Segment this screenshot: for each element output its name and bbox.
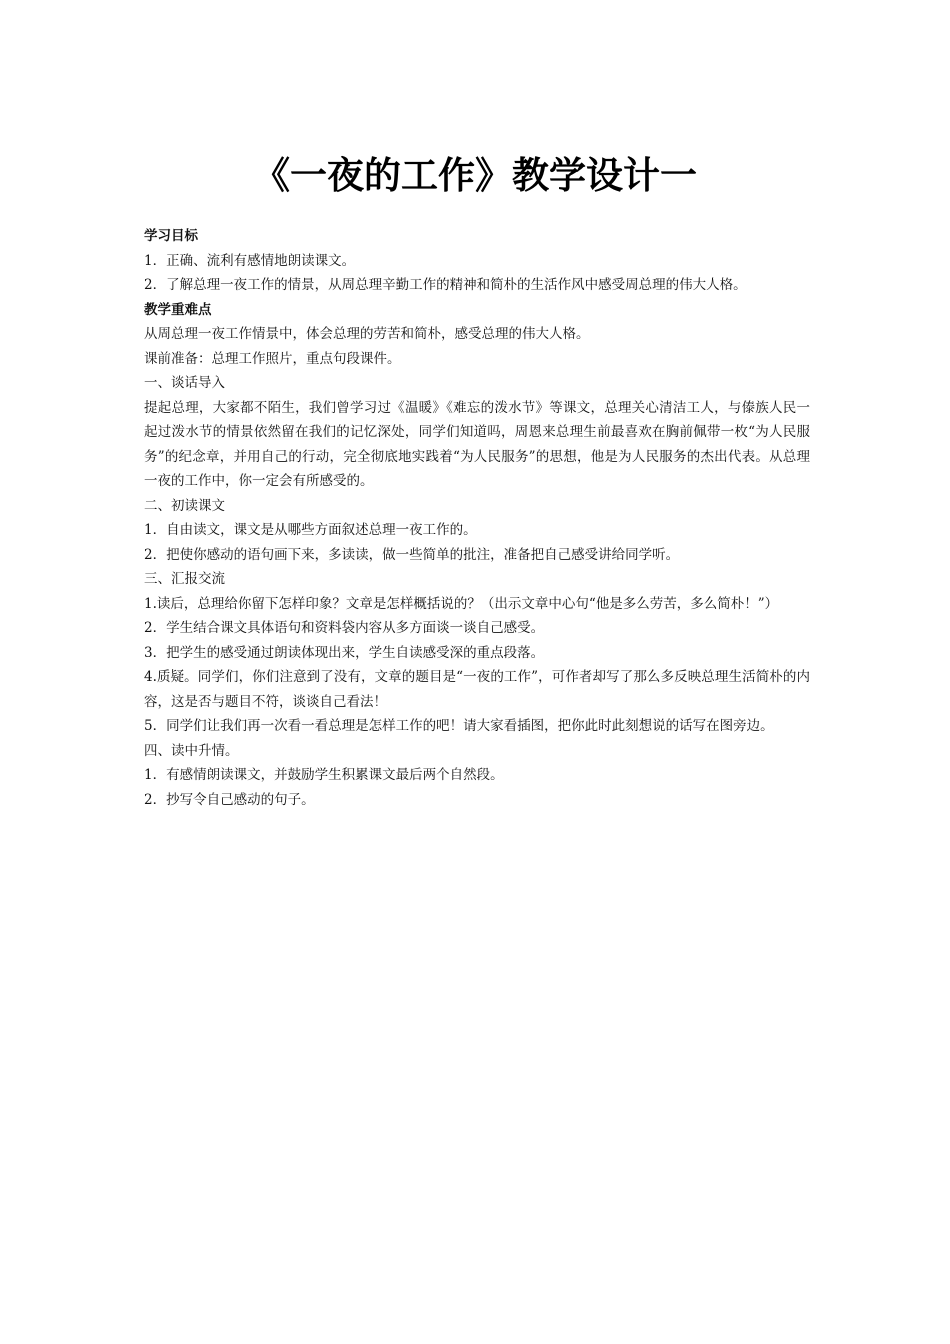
learning-goal-1: 1．正确、流利有感情地朗读课文。 <box>144 252 356 269</box>
report-step-1: 1.读后，总理给你留下怎样印象？文章是怎样概括说的？（出示文章中心句“他是多么劳苦，多么简朴！”） <box>144 595 779 612</box>
section-heading-introduction: 一、谈话导入 <box>144 375 225 391</box>
preparation-text: 课前准备：总理工作照片，重点句段课件。 <box>144 350 401 367</box>
report-step-3: 3．把学生的感受通过朗读体现出来，学生自读感受深的重点段落。 <box>144 644 545 661</box>
document-title: 《一夜的工作》教学设计一 <box>253 154 697 197</box>
report-step-4: 4.质疑。同学们，你们注意到了没有，文章的题目是“一夜的工作”，可作者却写了那么多反映总理生活简朴的内容，这是否与题目不符，谈谈自己看法！ <box>144 669 810 710</box>
section-heading-learning-goals: 学习目标 <box>144 228 198 244</box>
reading-emotion-step-1: 1．有感情朗读课文，并鼓励学生积累课文最后两个自然段。 <box>144 767 504 783</box>
learning-goal-2: 2．了解总理一夜工作的情景，从周总理辛勤工作的精神和简朴的生活作风中感受周总理的伟大人格。 <box>144 277 747 293</box>
section-heading-first-reading: 二、初读课文 <box>144 497 225 514</box>
section-heading-reading-emotion: 四、读中升情。 <box>144 742 239 759</box>
report-step-2: 2．学生结合课文具体语句和资料袋内容从多方面谈一谈自己感受。 <box>144 620 545 636</box>
document-body <box>144 224 810 812</box>
key-points-text: 从周总理一夜工作情景中，体会总理的劳苦和简朴，感受总理的伟大人格。 <box>144 326 590 342</box>
report-step-5: 5．同学们让我们再一次看一看总理是怎样工作的吧！请大家看插图，把你此时此刻想说的话写在图旁边。 <box>144 718 774 734</box>
first-reading-step-1: 1．自由读文，课文是从哪些方面叙述总理一夜工作的。 <box>144 522 477 538</box>
section-heading-key-points: 教学重难点 <box>144 301 212 318</box>
section-heading-report-exchange: 三、汇报交流 <box>144 571 225 587</box>
reading-emotion-step-2: 2．抄写令自己感动的句子。 <box>144 791 315 808</box>
first-reading-step-2: 2．把使你感动的语句画下来，多读读，做一些简单的批注，准备把自己感受讲给同学听。 <box>144 546 680 563</box>
introduction-paragraph: 提起总理，大家都不陌生，我们曾学习过《温暖》《难忘的泼水节》等课文，总理关心清洁工人，与傣族人民一起过泼水节的情景依然留在我们的记忆深处，同学们知道吗，周恩来总理生前最喜欢在胸前佩带一枚“为人民服务”的纪念章，并用自己的行动，完全彻底地实践着“为人民服务”的思想，他是为人民服务的杰出代表。从总理一夜的工作中，你一定会有所感受的。 <box>144 399 810 489</box>
